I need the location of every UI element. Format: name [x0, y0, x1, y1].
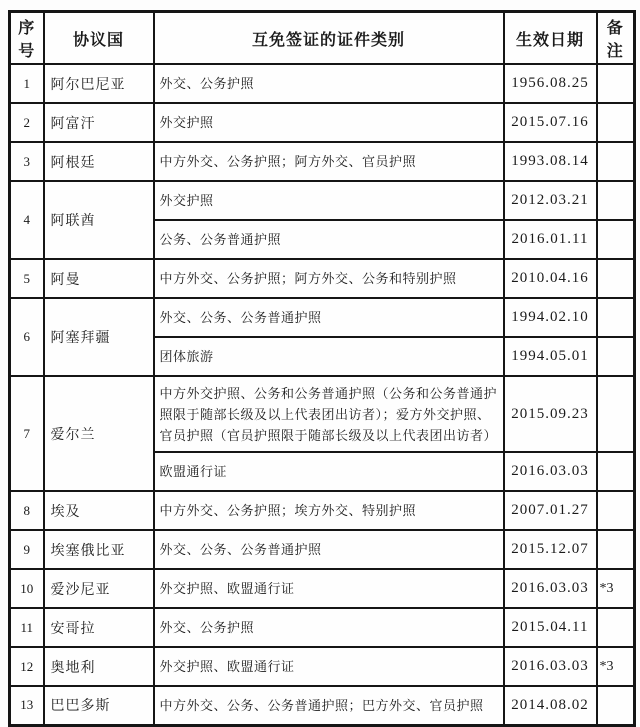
documents-cell: 团体旅游	[154, 337, 504, 376]
row-number-cell: 4	[10, 181, 44, 259]
date-cell: 1956.08.25	[504, 64, 597, 103]
country-cell: 埃及	[44, 491, 154, 530]
table-row	[10, 569, 635, 608]
remark-cell	[597, 608, 635, 647]
documents-cell: 公务、公务普通护照	[154, 220, 504, 259]
documents-cell: 欧盟通行证	[154, 452, 504, 491]
table-row	[10, 298, 635, 337]
visa-exemption-table	[8, 10, 636, 727]
remark-cell: *3	[597, 569, 635, 608]
remark-cell	[597, 530, 635, 569]
remark-cell	[597, 259, 635, 298]
remark-cell	[597, 103, 635, 142]
table-row	[10, 64, 635, 103]
row-number-cell: 2	[10, 103, 44, 142]
date-cell: 2016.03.03	[504, 452, 597, 491]
country-cell: 巴巴多斯	[44, 686, 154, 725]
country-cell: 阿根廷	[44, 142, 154, 181]
documents-cell: 中方外交、公务护照；阿方外交、官员护照	[154, 142, 504, 181]
table-row	[10, 142, 635, 181]
documents-cell: 外交、公务、公务普通护照	[154, 530, 504, 569]
row-number-cell: 6	[10, 298, 44, 376]
country-cell: 阿尔巴尼亚	[44, 64, 154, 103]
documents-cell: 中方外交、公务护照；阿方外交、公务和特别护照	[154, 259, 504, 298]
country-cell: 阿联酋	[44, 181, 154, 259]
row-number-cell: 7	[10, 376, 44, 491]
date-cell: 2015.09.23	[504, 376, 597, 452]
date-cell: 2012.03.21	[504, 181, 597, 220]
date-cell: 2010.04.16	[504, 259, 597, 298]
country-cell: 奥地利	[44, 647, 154, 686]
documents-cell: 外交护照、欧盟通行证	[154, 647, 504, 686]
date-cell: 2016.01.11	[504, 220, 597, 259]
remark-cell	[597, 337, 635, 376]
remark-cell	[597, 491, 635, 530]
row-number-cell: 11	[10, 608, 44, 647]
table-row	[10, 491, 635, 530]
documents-cell: 外交护照	[154, 103, 504, 142]
date-cell: 1994.05.01	[504, 337, 597, 376]
table-row	[10, 376, 635, 452]
documents-cell: 外交护照、欧盟通行证	[154, 569, 504, 608]
table-row	[10, 647, 635, 686]
row-number-cell: 8	[10, 491, 44, 530]
remark-cell	[597, 142, 635, 181]
row-number-cell: 1	[10, 64, 44, 103]
documents-cell: 中方外交、公务、公务普通护照；巴方外交、官员护照	[154, 686, 504, 725]
remark-cell	[597, 452, 635, 491]
date-cell: 2007.01.27	[504, 491, 597, 530]
column-header-documents: 互免签证的证件类别	[154, 12, 504, 65]
table-row	[10, 530, 635, 569]
country-cell: 阿曼	[44, 259, 154, 298]
date-cell: 1993.08.14	[504, 142, 597, 181]
row-number-cell: 13	[10, 686, 44, 725]
header-row	[10, 12, 635, 65]
row-number-cell: 12	[10, 647, 44, 686]
table-row	[10, 608, 635, 647]
country-cell: 爱沙尼亚	[44, 569, 154, 608]
documents-cell: 中方外交护照、公务和公务普通护照（公务和公务普通护照限于随部长级及以上代表团出访者）；爱方外交护照、官员护照（官员护照限于随部长级及以上代表团出访者）	[154, 376, 504, 452]
country-cell: 安哥拉	[44, 608, 154, 647]
remark-cell	[597, 376, 635, 452]
documents-cell: 中方外交、公务护照；埃方外交、特别护照	[154, 491, 504, 530]
row-number-cell: 9	[10, 530, 44, 569]
date-cell: 2015.12.07	[504, 530, 597, 569]
country-cell: 埃塞俄比亚	[44, 530, 154, 569]
date-cell: 1994.02.10	[504, 298, 597, 337]
remark-cell: *3	[597, 647, 635, 686]
column-header-seq: 序号	[10, 12, 44, 65]
remark-cell	[597, 220, 635, 259]
row-number-cell: 10	[10, 569, 44, 608]
remark-cell	[597, 181, 635, 220]
row-number-cell: 3	[10, 142, 44, 181]
date-cell: 2015.04.11	[504, 608, 597, 647]
date-cell: 2016.03.03	[504, 647, 597, 686]
remark-cell	[597, 64, 635, 103]
column-header-remark: 备注	[597, 12, 635, 65]
row-number-cell: 5	[10, 259, 44, 298]
column-header-date: 生效日期	[504, 12, 597, 65]
table-row	[10, 103, 635, 142]
country-cell: 阿富汗	[44, 103, 154, 142]
documents-cell: 外交、公务护照	[154, 608, 504, 647]
table-row	[10, 181, 635, 220]
documents-cell: 外交、公务、公务普通护照	[154, 298, 504, 337]
country-cell: 阿塞拜疆	[44, 298, 154, 376]
date-cell: 2014.08.02	[504, 686, 597, 725]
column-header-country: 协议国	[44, 12, 154, 65]
table-row	[10, 259, 635, 298]
documents-cell: 外交护照	[154, 181, 504, 220]
remark-cell	[597, 298, 635, 337]
date-cell: 2016.03.03	[504, 569, 597, 608]
date-cell: 2015.07.16	[504, 103, 597, 142]
documents-cell: 外交、公务护照	[154, 64, 504, 103]
country-cell: 爱尔兰	[44, 376, 154, 491]
